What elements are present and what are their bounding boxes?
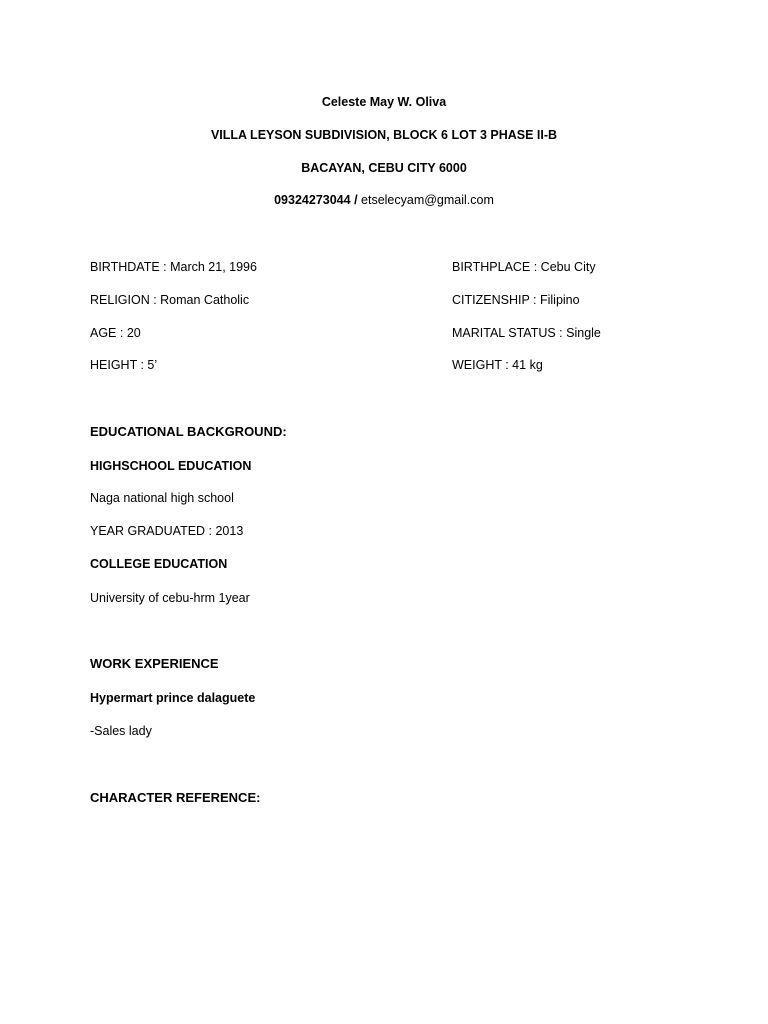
applicant-name: Celeste May W. Oliva [321, 95, 447, 109]
marital-status: MARITAL STATUS : Single [452, 326, 601, 340]
job-position: -Sales lady [90, 724, 152, 738]
work-heading: WORK EXPERIENCE [90, 656, 219, 671]
citizenship: CITIZENSHIP : Filipino [452, 293, 580, 307]
phone-number: 09324273044 [274, 193, 351, 207]
weight: WEIGHT : 41 kg [452, 358, 543, 372]
employer-name: Hypermart prince dalaguete [90, 691, 256, 705]
email-address: etselecyam@gmail.com [361, 193, 494, 207]
height: HEIGHT : 5’ [90, 358, 158, 372]
contact-separator: / [350, 193, 362, 207]
birthdate: BIRTHDATE : March 21, 1996 [90, 260, 257, 274]
birthplace: BIRTHPLACE : Cebu City [452, 260, 596, 274]
college-label: COLLEGE EDUCATION [90, 557, 228, 571]
address-line-1: VILLA LEYSON SUBDIVISION, BLOCK 6 LOT 3 PHASE II-B [210, 128, 558, 142]
highschool-label: HIGHSCHOOL EDUCATION [90, 459, 252, 473]
address-line-2: BACAYAN, CEBU CITY 6000 [301, 161, 467, 175]
highschool-name: Naga national high school [90, 491, 234, 505]
education-heading: EDUCATIONAL BACKGROUND: [90, 424, 287, 439]
religion: RELIGION : Roman Catholic [90, 293, 250, 307]
contact-line [0, 192, 768, 208]
college-name: University of cebu-hrm 1year [90, 591, 250, 605]
character-reference-heading: CHARACTER REFERENCE: [90, 790, 261, 805]
year-graduated: YEAR GRADUATED : 2013 [90, 524, 244, 538]
age: AGE : 20 [90, 326, 141, 340]
